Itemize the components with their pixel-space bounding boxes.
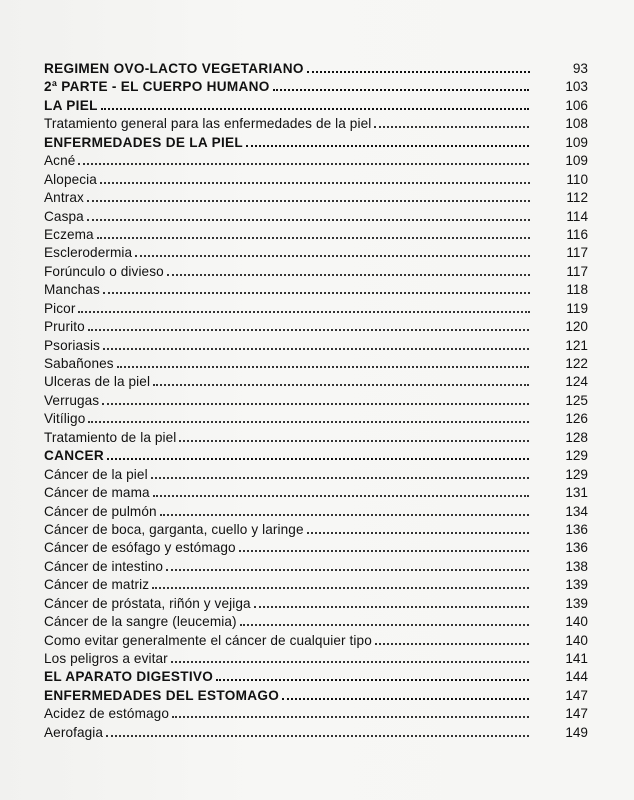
dot-leader	[307, 71, 530, 73]
dot-leader	[152, 587, 529, 589]
dot-leader	[239, 550, 530, 552]
toc-entry-title: Cáncer de boca, garganta, cuello y laringe	[44, 521, 304, 537]
dot-leader	[153, 384, 529, 386]
toc-page-number: 119	[566, 300, 588, 316]
toc-entry-title: CANCER	[44, 448, 104, 464]
toc-entry	[44, 613, 588, 631]
toc-entry-title: Cáncer de la sangre (leucemia)	[44, 614, 237, 630]
toc-page-number: 149	[565, 724, 588, 740]
dot-leader	[87, 200, 530, 202]
toc-entry-title: Forúnculo o divieso	[44, 263, 164, 279]
toc-entry-title: Aerofagia	[44, 724, 104, 740]
toc-entry	[44, 281, 588, 299]
toc-section-heading	[44, 134, 588, 152]
toc-page-number: 114	[566, 208, 588, 224]
dot-leader	[375, 643, 529, 645]
toc-entry-title: Cáncer de esófago y estómago	[44, 540, 236, 556]
toc-page-number: 117	[566, 263, 588, 279]
toc-section-heading	[44, 668, 588, 686]
toc-entry	[44, 152, 588, 170]
toc-page-number: 112	[566, 190, 588, 206]
toc-entry-title: Sabañones	[44, 356, 114, 371]
toc-page-number: 122	[565, 356, 588, 371]
dot-leader	[167, 274, 530, 276]
toc-page-number: 109	[565, 153, 588, 169]
toc-entry-title: LA PIEL	[44, 97, 98, 113]
toc-entry-title: Antrax	[44, 190, 84, 206]
dot-leader	[103, 292, 530, 294]
toc-page-number: 129	[565, 466, 588, 482]
dot-leader	[282, 698, 529, 700]
toc-entry	[44, 632, 588, 650]
toc-entry	[44, 355, 588, 373]
toc-page-number: 125	[565, 392, 588, 408]
dot-leader	[153, 495, 530, 497]
dot-leader	[103, 348, 529, 350]
toc-entry	[44, 171, 588, 189]
toc-entry	[44, 650, 588, 668]
toc-entry	[44, 226, 588, 244]
toc-entry-title: Manchas	[44, 282, 100, 298]
toc-entry-title: REGIMEN OVO-LACTO VEGETARIANO	[44, 61, 304, 76]
dot-leader	[171, 661, 530, 663]
toc-page-number: 120	[565, 319, 588, 335]
toc-entry	[44, 337, 588, 355]
toc-entry	[44, 429, 588, 447]
table-of-contents	[44, 60, 588, 742]
toc-entry	[44, 392, 588, 410]
dot-leader	[254, 606, 530, 608]
toc-entry-title: Tratamiento general para las enfermedades de la piel	[44, 116, 372, 132]
toc-page-number: 116	[566, 226, 588, 242]
toc-entry-title: Ulceras de la piel	[44, 374, 151, 390]
toc-entry	[44, 539, 588, 557]
toc-page-number: 129	[565, 448, 588, 464]
toc-section-heading	[44, 447, 588, 465]
toc-entry-title: Picor	[44, 300, 76, 316]
toc-entry	[44, 115, 588, 133]
toc-entry-title: Eczema	[44, 226, 94, 242]
toc-page-number: 106	[565, 97, 588, 113]
dot-leader	[100, 182, 530, 184]
toc-section-heading	[44, 97, 588, 115]
dot-leader	[78, 311, 530, 313]
toc-entry-title: Cáncer de próstata, riñón y vejiga	[44, 595, 251, 611]
toc-entry	[44, 244, 588, 262]
toc-page-number: 121	[565, 337, 588, 353]
toc-page-number: 140	[565, 614, 588, 630]
toc-page-number: 128	[565, 429, 588, 445]
toc-entry-title: Alopecia	[44, 171, 97, 187]
toc-page-number: 139	[565, 577, 588, 593]
dot-leader	[160, 514, 530, 516]
toc-entry-title: Prurito	[44, 319, 85, 335]
toc-entry-title: Esclerodermia	[44, 245, 133, 261]
toc-entry	[44, 263, 588, 281]
toc-page-number: 110	[566, 171, 588, 187]
toc-page-number: 134	[565, 503, 588, 519]
toc-entry	[44, 300, 588, 318]
dot-leader	[374, 126, 529, 128]
toc-entry	[44, 373, 588, 391]
toc-entry	[44, 558, 588, 576]
toc-entry	[44, 410, 588, 428]
dot-leader	[166, 569, 529, 571]
toc-page-number: 136	[565, 521, 588, 537]
toc-page-number: 109	[565, 134, 588, 150]
dot-leader	[97, 237, 530, 239]
toc-entry	[44, 189, 588, 207]
toc-entry	[44, 576, 588, 594]
dot-leader	[106, 735, 529, 737]
toc-entry	[44, 484, 588, 502]
toc-page-number: 141	[565, 651, 588, 666]
dot-leader	[101, 108, 530, 110]
toc-page-number: 108	[565, 116, 588, 132]
toc-entry	[44, 208, 588, 226]
dot-leader	[179, 440, 529, 442]
toc-page-number: 136	[565, 540, 588, 556]
dot-leader	[107, 458, 529, 460]
toc-page-number: 93	[572, 61, 588, 76]
toc-entry-title: ENFERMEDADES DE LA PIEL	[44, 134, 243, 150]
dot-leader	[135, 255, 530, 257]
toc-entry-title: Psoriasis	[44, 337, 101, 353]
toc-entry-title: 2ª PARTE - EL CUERPO HUMANO	[44, 79, 270, 95]
dot-leader	[246, 145, 529, 147]
toc-page-number: 147	[565, 706, 588, 722]
toc-entry-title: Cáncer de mama	[44, 485, 150, 501]
dot-leader	[307, 532, 530, 534]
toc-page-number: 126	[565, 411, 588, 427]
toc-page-number: 139	[565, 595, 588, 611]
toc-entry-title: Acidez de estómago	[44, 706, 169, 722]
toc-entry-title: Cáncer de matriz	[44, 577, 150, 593]
toc-section-heading	[44, 687, 588, 705]
toc-page-number: 138	[565, 558, 588, 574]
toc-entry-title: Los peligros a evitar	[44, 651, 168, 666]
toc-entry-title: Cáncer de la piel	[44, 466, 148, 482]
dot-leader	[273, 89, 530, 91]
toc-page-number: 140	[565, 632, 588, 648]
toc-entry	[44, 705, 588, 723]
toc-entry-title: Vitíligo	[44, 411, 86, 427]
dot-leader	[102, 403, 529, 405]
dot-leader	[88, 421, 529, 423]
dot-leader	[87, 219, 530, 221]
toc-page-number: 147	[565, 687, 588, 703]
dot-leader	[172, 716, 529, 718]
dot-leader	[151, 477, 530, 479]
toc-entry-title: ENFERMEDADES DEL ESTOMAGO	[44, 687, 280, 703]
toc-page-number: 124	[565, 374, 588, 390]
toc-entry-title: Cáncer de intestino	[44, 558, 164, 574]
toc-page-number: 117	[566, 245, 588, 261]
dot-leader	[88, 329, 530, 331]
toc-entry-title: Como evitar generalmente el cáncer de cualquier tipo	[44, 632, 372, 648]
toc-entry	[44, 318, 588, 336]
dot-leader	[78, 163, 529, 165]
toc-entry	[44, 521, 588, 539]
toc-entry	[44, 503, 588, 521]
dot-leader	[117, 366, 530, 368]
toc-section-heading	[44, 78, 588, 96]
toc-entry	[44, 724, 588, 742]
toc-entry-title: Caspa	[44, 208, 84, 224]
toc-page-number: 144	[565, 669, 588, 685]
toc-entry	[44, 466, 588, 484]
toc-page-number: 118	[566, 282, 588, 298]
dot-leader	[216, 679, 529, 681]
dot-leader	[240, 624, 530, 626]
toc-entry	[44, 595, 588, 613]
toc-entry-title: Verrugas	[44, 392, 100, 408]
toc-page-number: 103	[565, 79, 588, 95]
toc-page-number: 131	[565, 485, 588, 501]
toc-entry-title: Tratamiento de la piel	[44, 429, 177, 445]
toc-entry-title: Acné	[44, 153, 76, 169]
toc-entry-title: Cáncer de pulmón	[44, 503, 157, 519]
toc-entry-title: EL APARATO DIGESTIVO	[44, 669, 214, 685]
toc-section-heading	[44, 60, 588, 78]
